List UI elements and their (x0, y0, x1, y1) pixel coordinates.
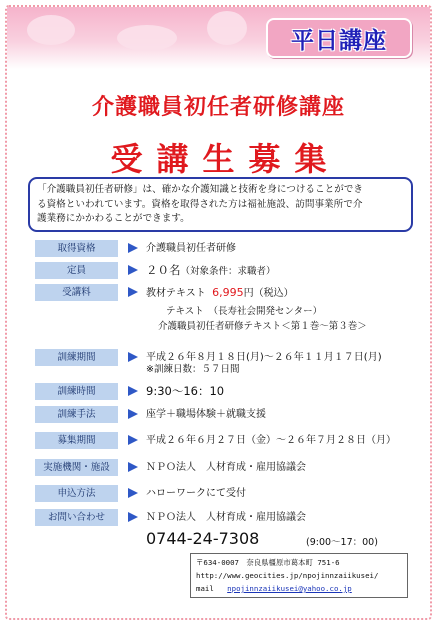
fee-unit: 円（税込） (243, 288, 294, 299)
arrow-right-icon (128, 409, 138, 419)
arrow-right-icon (128, 386, 138, 396)
value-period: 平成２６年８月１８日(月)～２６年１１月１７日(月) (146, 352, 382, 363)
intro-line: 「介護職員初任者研修」は、確かな介護知識と技術を身につけることができ (37, 184, 363, 195)
row-contact (0, 509, 437, 526)
email-link[interactable]: npojinnzaiikusei@yahoo.co.jp (227, 584, 352, 593)
textbook-title: 介護職員初任者研修テキスト＜第１巻～第３巻＞ (158, 321, 367, 332)
course-title: 介護職員初任者研修講座 (91, 95, 345, 120)
label-capacity: 定員 (35, 262, 118, 279)
label-qualification: 取得資格 (35, 240, 118, 257)
value-apply: ハローワークにて受付 (146, 488, 246, 499)
capacity-count: ２０名 (146, 263, 181, 277)
address-box (190, 553, 408, 598)
row-fee (0, 284, 437, 301)
postal-address: 〒634-0007 奈良県橿原市葛本町 751-6 (196, 558, 340, 567)
label-hours: 訓練時間 (35, 383, 118, 400)
label-contact: お問い合わせ (35, 509, 118, 526)
value-capacity (146, 262, 276, 280)
label-apply: 申込方法 (35, 485, 118, 502)
period-note: ※訓練日数：５７日間 (146, 364, 240, 375)
label-recruit: 募集期間 (35, 432, 118, 449)
arrow-right-icon (128, 462, 138, 472)
intro-line: る資格といわれています。資格を取得された方は福祉施設、訪問事業所で介 (37, 198, 363, 210)
weekday-course-badge (266, 18, 412, 58)
mail-label: mail (196, 584, 214, 593)
row-hours (0, 383, 437, 400)
arrow-right-icon (128, 243, 138, 253)
phone-hours: (9:00～17：00) (306, 537, 378, 548)
value-qualification: 介護職員初任者研修 (146, 243, 236, 254)
arrow-right-icon (128, 265, 138, 275)
fee-price: 6,995 (212, 286, 244, 299)
website-url[interactable]: http://www.geocities.jp/npojinnzaiikusei/ (196, 571, 379, 580)
row-organizer (0, 459, 437, 476)
recruitment-heading: 受講生募集 (110, 140, 341, 178)
label-period: 訓練期間 (35, 349, 118, 366)
row-method (0, 406, 437, 423)
arrow-right-icon (128, 287, 138, 297)
intro-line: 護業務にかかわることができます。 (37, 213, 190, 224)
fee-item: 教材テキスト (146, 288, 206, 299)
value-fee (146, 284, 294, 302)
row-apply (0, 485, 437, 502)
arrow-right-icon (128, 512, 138, 522)
label-method: 訓練手法 (35, 406, 118, 423)
row-recruit (0, 432, 437, 449)
arrow-right-icon (128, 435, 138, 445)
row-capacity (0, 262, 437, 279)
badge-text: 平日講座 (291, 27, 387, 54)
intro-box (28, 177, 413, 232)
value-contact: ＮＰＯ法人 人材育成・雇用協議会 (146, 512, 306, 523)
row-qualification (0, 240, 437, 257)
label-fee: 受講料 (35, 284, 118, 301)
value-organizer: ＮＰＯ法人 人材育成・雇用協議会 (146, 462, 306, 473)
phone-number: 0744-24-7308 (146, 529, 260, 548)
value-recruit: 平成２６年６月２７日（金）～２６年７月２８日（月） (146, 435, 396, 446)
arrow-right-icon (128, 352, 138, 362)
arrow-right-icon (128, 488, 138, 498)
label-organizer: 実施機関・施設 (35, 459, 118, 476)
textbook-publisher: テキスト （長寿社会開発センター） (166, 306, 323, 317)
mail-line (196, 582, 402, 595)
value-method: 座学＋職場体験＋就職支援 (146, 409, 266, 420)
capacity-note: （対象条件：求職者） (180, 266, 276, 277)
value-hours: 9:30～16：10 (146, 384, 225, 398)
